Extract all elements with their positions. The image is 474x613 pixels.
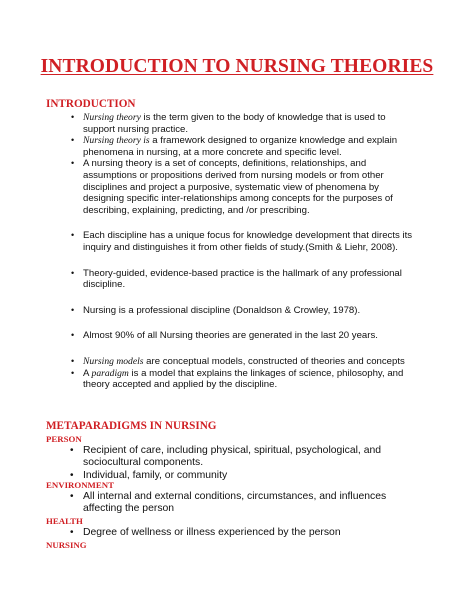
intro-item-8: • Nursing models are conceptual models, constructed of theories and concepts (71, 355, 405, 367)
intro-item-7: • Almost 90% of all Nursing theories are generated in the last 20 years. (71, 330, 378, 342)
bullet-icon: • (71, 330, 75, 341)
bullet-icon: • (70, 469, 74, 481)
introduction-list (0, 112, 413, 391)
subheading-nursing: NURSING (46, 540, 87, 550)
bullet-icon: • (70, 445, 74, 456)
person-item-1: • Recipient of care, including physical, spiritual, psychological, and sociocultural components. (70, 445, 382, 469)
person-list (0, 445, 423, 482)
subheading-health: HEALTH (46, 516, 83, 526)
document-title: INTRODUCTION TO NURSING THEORIES (40, 56, 434, 77)
bullet-icon: • (70, 491, 74, 502)
environment-item-1: • All internal and external conditions, circumstances, and influences affecting the person (70, 491, 387, 515)
bullet-icon: • (71, 304, 75, 315)
person-item-2: • Individual, family, or community (70, 469, 228, 481)
intro-item-6: • Nursing is a professional discipline (Donaldson & Crowley, 1978). (71, 304, 361, 316)
health-list (0, 527, 423, 539)
intro-item-1: • Nursing theory is the term given to the body of knowledge that is used to support nursing practice. (71, 112, 386, 135)
section-heading-metaparadigms: METAPARADIGMS IN NURSING (46, 420, 217, 432)
subheading-person: PERSON (46, 434, 82, 444)
bullet-icon: • (70, 527, 74, 538)
bullet-icon: • (71, 135, 75, 146)
bullet-icon: • (71, 158, 75, 169)
intro-item-3: • A nursing theory is a set of concepts, definitions, relationships, and assumptions or propositions derived from nursing models or from other disciplines and project a purposive, systematic view of phenomena by designing specific inter-relationships among concepts for the purposes of describing, explaining, predicting, and /or prescribing. (71, 158, 393, 216)
bullet-icon: • (71, 367, 75, 378)
section-heading-introduction: INTRODUCTION (46, 98, 136, 110)
intro-item-4: • Each discipline has a unique focus for knowledge development that directs its inquiry and distinguishes it from other fields of study.(Smith & Liehr, 2008). (71, 230, 413, 253)
environment-list (0, 491, 423, 516)
intro-item-9: • A paradigm is a model that explains the linkages of science, philosophy, and theory accepted and applied by the discipline. (71, 367, 404, 391)
intro-item-5: • Theory-guided, evidence-based practice is the hallmark of any professional discipline. (71, 267, 402, 291)
bullet-icon: • (71, 230, 75, 241)
bullet-icon: • (71, 355, 75, 366)
subheading-environment: ENVIRONMENT (46, 480, 114, 490)
intro-item-2: • Nursing theory is a framework designed to organize knowledge and explain phenomena in nursing, at a more concrete and specific level. (71, 135, 398, 158)
health-item-1: • Degree of wellness or illness experienced by the person (70, 527, 341, 538)
bullet-icon: • (71, 112, 75, 122)
bullet-icon: • (71, 267, 75, 278)
